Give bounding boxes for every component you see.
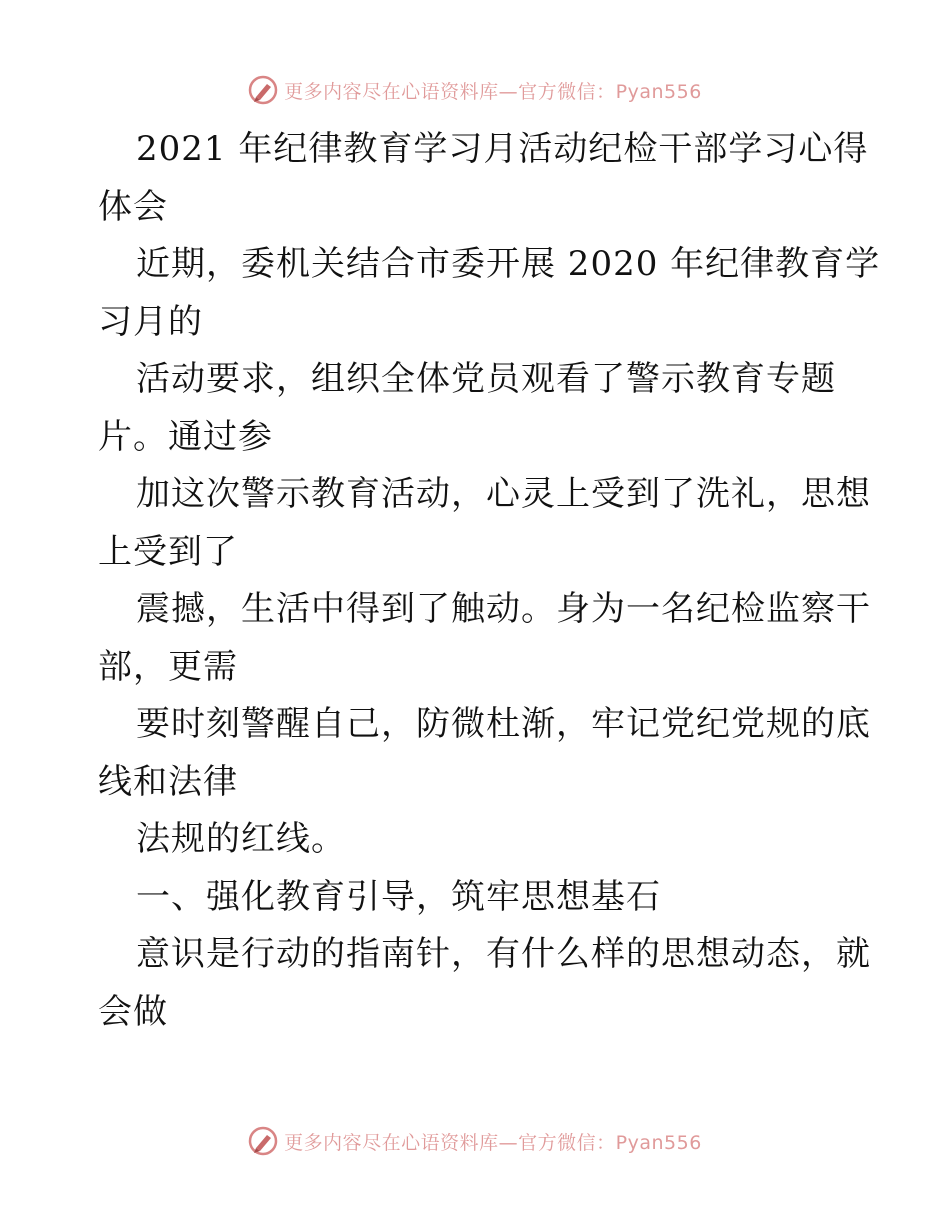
doc-line: 上受到了 <box>98 531 238 572</box>
doc-line: 线和法律 <box>98 761 238 802</box>
pen-circle-icon <box>248 75 278 105</box>
watermark-text: 更多内容尽在心语资料库—官方微信：Pyan556 <box>284 1131 702 1154</box>
doc-line: 部，更需 <box>98 646 238 687</box>
doc-line: 习月的 <box>98 301 203 342</box>
doc-line: 近期，委机关结合市委开展 2020 年纪律教育学 <box>136 244 881 284</box>
doc-line: 加这次警示教育活动，心灵上受到了洗礼，思想 <box>136 474 871 514</box>
document-body <box>98 121 881 1041</box>
doc-line: 体会 <box>98 186 168 227</box>
pen-circle-icon <box>248 1126 278 1156</box>
doc-line: 法规的红线。 <box>136 819 346 859</box>
doc-line: 2021 年纪律教育学习月活动纪检干部学习心得 <box>136 129 869 169</box>
doc-line: 要时刻警醒自己，防微杜渐，牢记党纪党规的底 <box>136 704 871 744</box>
section-heading: 一、强化教育引导，筑牢思想基石 <box>136 876 661 917</box>
footer-watermark <box>0 1121 950 1161</box>
doc-line: 意识是行动的指南针，有什么样的思想动态，就 <box>136 934 871 974</box>
doc-line: 震撼，生活中得到了触动。身为一名纪检监察干 <box>136 589 871 629</box>
doc-line: 会做 <box>98 991 168 1032</box>
watermark-text: 更多内容尽在心语资料库—官方微信：Pyan556 <box>284 80 702 103</box>
header-watermark <box>0 70 950 110</box>
doc-line: 活动要求，组织全体党员观看了警示教育专题 <box>136 359 836 399</box>
doc-line: 片。通过参 <box>98 416 273 457</box>
